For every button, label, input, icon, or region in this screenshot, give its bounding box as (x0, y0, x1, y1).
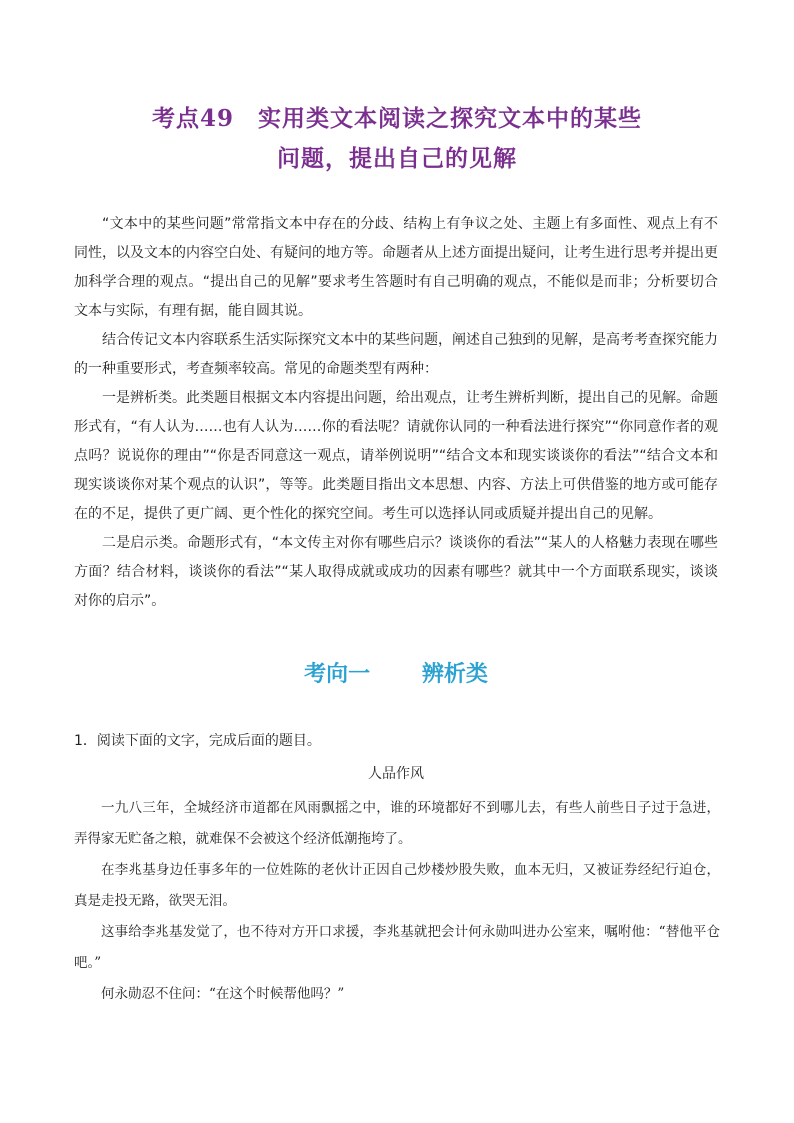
section-heading (74, 657, 718, 688)
page-title-line-1: 考点49 实用类文本阅读之探究文本中的某些 (151, 105, 642, 132)
section-heading-left: 考向一 (304, 662, 371, 687)
intro-paragraph: 一是辨析类。此类题目根据文本内容提出问题，给出观点，让考生辨析判断，提出自己的见解。命题形式有，“有人认为……也有人认为……你的看法呢？请就你认同的一种看法进行探究”“你同意作者的观点吗？说说你的理由”“你是否同意这一观点，请举例说明”“结合文本和现实谈谈你的看法”“结合文本和现实谈谈你对某个观点的认识”，等等。此类题目指出文本思想、内容、方法上可供借鉴的地方或可能存在的不足，提供了更广阔、更个性化的探究空间。考生可以选择认同或质疑并提出自己的见解。 (74, 390, 718, 522)
passage-title: 人品作风 (368, 766, 424, 782)
intro-paragraph: 二是启示类。命题形式有，“本文传主对你有哪些启示？谈谈你的看法”“某人的人格魅力表现在哪些方面？结合材料，谈谈你的看法”“某人取得成就或成功的因素有哪些？就其中一个方面联系现实，谈谈对你的启示”。 (74, 535, 718, 609)
intro-text (74, 210, 718, 616)
intro-paragraph: “文本中的某些问题”常常指文本中存在的分歧、结构上有争议之处、主题上有多面性、观点上有不同性，以及文本的内容空白处、有疑问的地方等。命题者从上述方面提出疑问，让考生进行思考并提出更加科学合理的观点。“提出自己的见解”要求考生答题时有自己明确的观点，不能似是而非；分析要切合文本与实际，有理有据，能自圆其说。 (74, 216, 718, 319)
passage-paragraph: 一九八三年，全城经济市道都在风雨飘摇之中，谁的环境都好不到哪儿去，有些人前些日子过于急进，弄得家无贮备之粮，就难保不会被这个经济低潮拖垮了。 (74, 800, 720, 847)
passage-paragraph: 这事给李兆基发觉了，也不待对方开口求援，李兆基就把会计何永勋叫进办公室来，嘱咐他：“替他平仓吧。” (74, 924, 720, 971)
reading-passage (74, 793, 720, 1010)
passage-paragraph: 在李兆基身边任事多年的一位姓陈的老伙计正因自己炒楼炒股失败，血本无归，又被证券经纪行迫仓，真是走投无路，欲哭无泪。 (74, 862, 720, 909)
question-prompt: 1．阅读下面的文字，完成后面的题目。 (74, 733, 321, 749)
section-heading-right: 辨析类 (421, 662, 488, 687)
intro-paragraph: 结合传记文本内容联系生活实际探究文本中的某些问题，阐述自己独到的见解，是高考考查探究能力的一种重要形式，考查频率较高。常见的命题类型有两种： (74, 332, 718, 377)
page-title-line-2: 问题，提出自己的见解 (277, 145, 517, 172)
passage-paragraph: 何永勋忍不住问：“在这个时候帮他吗？” (101, 986, 345, 1002)
